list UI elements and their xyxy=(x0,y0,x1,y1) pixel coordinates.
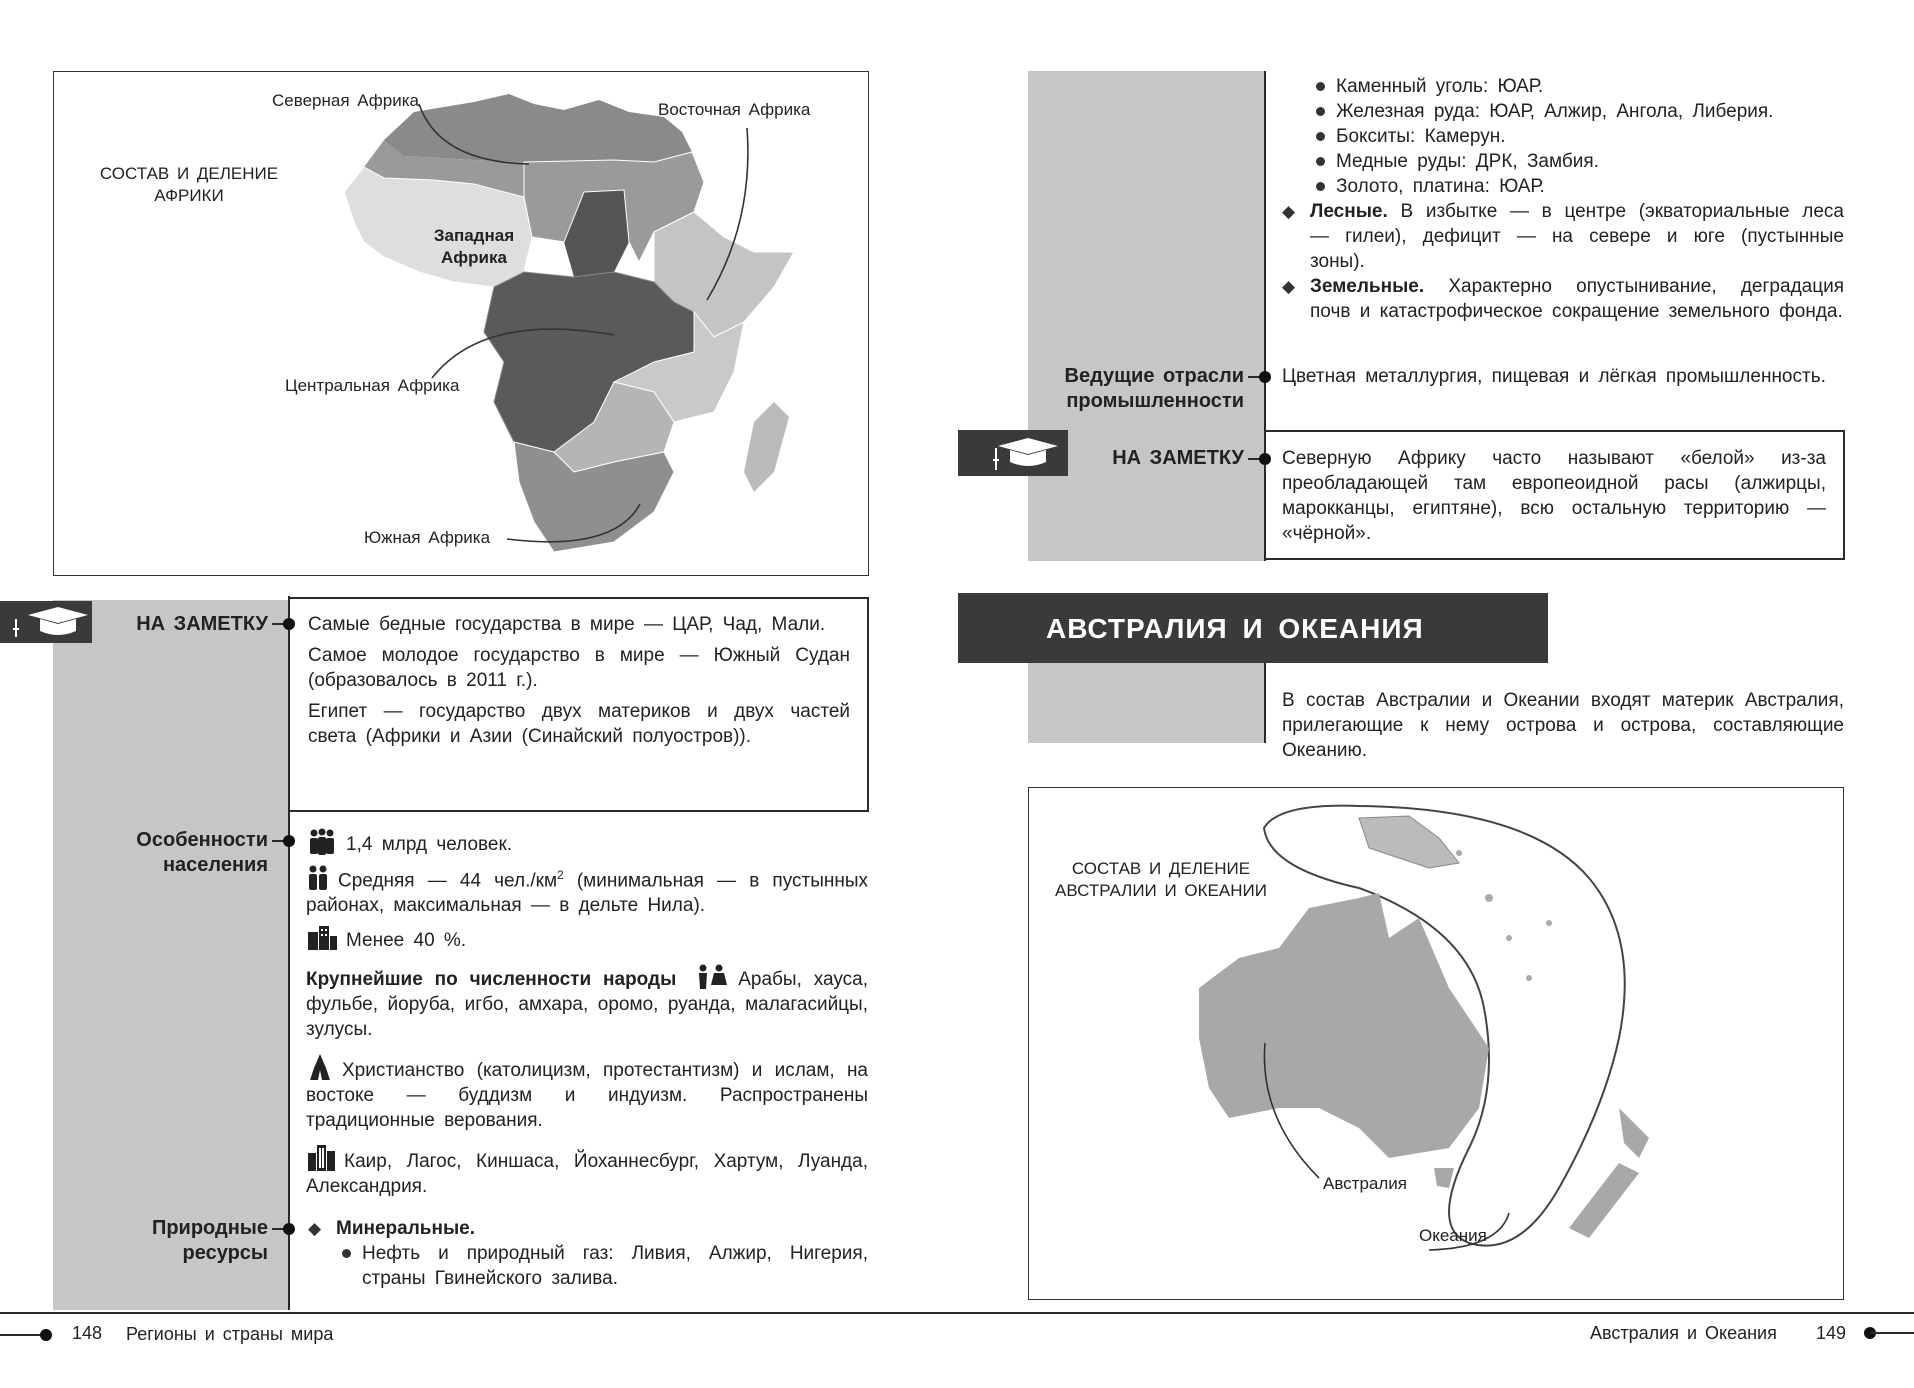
oceania-map-title-line2: АВСТРАЛИИ И ОКЕАНИИ xyxy=(1055,881,1267,900)
population-cities xyxy=(306,1143,868,1199)
oceania-map-title xyxy=(1051,858,1271,902)
mineral-item: Каменный уголь: ЮАР. xyxy=(1312,74,1844,99)
right-side-column-intro xyxy=(1028,663,1264,743)
religion-text: Христианство (католицизм, протестантизм) и ислам, на востоке — буддизм и индуизм. Распространены традиционные верования. xyxy=(306,1060,868,1132)
land-heading: Земельные. xyxy=(1310,276,1425,297)
density-suffix: (минимальная — в пустынных районах, максимальная — в дельте Нила). xyxy=(306,870,869,917)
right-side-column-top xyxy=(1028,71,1264,561)
cities-text: Каир, Лагос, Киншаса, Йоханнесбург, Хартум, Луанда, Александрия. xyxy=(306,1151,868,1198)
industry-text: Цветная металлургия, пищевая и лёгкая промышленность. xyxy=(1282,366,1826,387)
section-title: АВСТРАЛИЯ И ОКЕАНИЯ xyxy=(1046,613,1424,644)
note-dot-left xyxy=(283,618,295,630)
land-text: Характерно опустынивание, деградация почв и катастрофическое сокращение земельного фонда. xyxy=(1310,276,1844,322)
forest-item xyxy=(1282,199,1844,274)
oceania-map-title-line1: СОСТАВ И ДЕЛЕНИЕ xyxy=(1071,859,1251,878)
industry-dot xyxy=(1259,371,1271,383)
right-running-title: Австралия и Океания xyxy=(1590,1323,1777,1343)
urban-text: Менее 40 %. xyxy=(346,930,467,952)
note-text-right: Северную Африку часто называют «белой» из-за преобладающей там европеоидной расы (алжирцы, марокканцы, египтяне), всю остальную территорию — «чёрной». xyxy=(1282,448,1826,544)
mineral-heading-item xyxy=(308,1216,868,1241)
left-footer-line xyxy=(0,1312,957,1314)
left-running-title: Регионы и страны мира xyxy=(126,1324,334,1344)
forest-heading: Лесные. xyxy=(1310,201,1388,222)
note-paragraph: Самое молодое государство в мире — Южный Судан (образовалось в 2011 г.). xyxy=(308,645,850,691)
family-icon xyxy=(694,963,730,991)
population-label: Особенности населения xyxy=(136,829,268,876)
forest-text: В избытке — в центре (экваториальные леса — гилеи), дефицит — на севере и юге (пустынные зоны). xyxy=(1310,201,1844,272)
mineral-item: Медные руды: ДРК, Замбия. xyxy=(1312,149,1844,174)
oil-gas-item: Нефть и природный газ: Ливия, Алжир, Нигерия, страны Гвинейского залива. xyxy=(338,1241,868,1291)
africa-map-graphic xyxy=(54,72,868,575)
label-australia: Австралия xyxy=(1323,1174,1407,1193)
left-footer-dot xyxy=(40,1329,52,1341)
note-label-left: НА ЗАМЕТКУ xyxy=(136,613,268,635)
resources-dot xyxy=(283,1223,295,1235)
industry-label: Ведущие отрасли промышленности xyxy=(1064,365,1244,412)
label-oceania: Океания xyxy=(1419,1226,1487,1245)
mineral-heading: Минеральные. xyxy=(336,1218,476,1239)
intro-text: В состав Австралии и Океании входят материк Австралия, прилегающие к нему острова и острова, составляющие Океанию. xyxy=(1282,690,1844,761)
note-dot-right xyxy=(1259,453,1271,465)
population-religion xyxy=(306,1052,868,1133)
population-size xyxy=(306,828,868,857)
africa-map xyxy=(53,71,869,576)
label-south-africa: Южная Африка xyxy=(364,528,491,547)
population-urban xyxy=(306,924,868,953)
resources-content xyxy=(308,1216,868,1291)
oceania-map xyxy=(1028,787,1844,1300)
label-east-africa: Восточная Африка xyxy=(658,100,811,119)
section-title-banner xyxy=(958,593,1548,663)
left-page-number: 148 xyxy=(72,1323,103,1343)
left-side-column xyxy=(53,600,289,1310)
city-buildings-icon xyxy=(306,924,338,952)
label-central-africa: Центральная Африка xyxy=(285,376,460,395)
skyscraper-icon xyxy=(306,1143,336,1173)
note-paragraph: Египет — государство двух материков и двух частей света (Африки и Азии (Синайский полуостров)). xyxy=(308,701,850,747)
crowd-icon xyxy=(306,828,338,856)
population-peoples xyxy=(306,963,868,1042)
population-density xyxy=(306,863,868,918)
label-north-africa: Северная Африка xyxy=(272,91,419,110)
population-size-text: 1,4 млрд человек. xyxy=(346,834,513,855)
praying-hands-icon xyxy=(306,1052,334,1082)
right-resources-content xyxy=(1282,74,1844,324)
graduation-cap-icon xyxy=(0,601,92,643)
mineral-item: Золото, платина: ЮАР. xyxy=(1312,174,1844,199)
peoples-list: Арабы, хауса, фульбе, йоруба, игбо, амхара, оромо, руанда, малагасийцы, зулусы. xyxy=(306,969,868,1041)
mineral-item: Бокситы: Камерун. xyxy=(1312,124,1844,149)
land-item xyxy=(1282,274,1844,324)
density-prefix: Средняя — 44 чел./км xyxy=(338,870,558,892)
africa-map-title: СОСТАВ И ДЕЛЕНИЕ АФРИКИ xyxy=(99,164,279,205)
right-divider-line-intro xyxy=(1264,663,1266,743)
graduation-cap-icon-right xyxy=(958,430,1068,476)
population-dot xyxy=(283,835,295,847)
note-paragraph: Самые бедные государства в мире — ЦАР, Чад, Мали. xyxy=(308,614,826,635)
resources-label: Природные ресурсы xyxy=(151,1217,268,1264)
label-west-africa: Западная Африка xyxy=(433,226,515,267)
population-content xyxy=(306,828,868,1205)
right-footer-line xyxy=(957,1312,1914,1314)
note-text-left xyxy=(308,612,850,755)
peoples-heading: Крупнейшие по численности народы xyxy=(306,969,677,991)
people-density-icon xyxy=(306,864,330,892)
mineral-item: Железная руда: ЮАР, Алжир, Ангола, Либерия. xyxy=(1312,99,1844,124)
density-sup: 2 xyxy=(557,868,564,882)
note-label-right: НА ЗАМЕТКУ xyxy=(1112,447,1244,469)
right-footer-rule xyxy=(1870,1332,1914,1334)
right-page-number: 149 xyxy=(1816,1323,1847,1343)
